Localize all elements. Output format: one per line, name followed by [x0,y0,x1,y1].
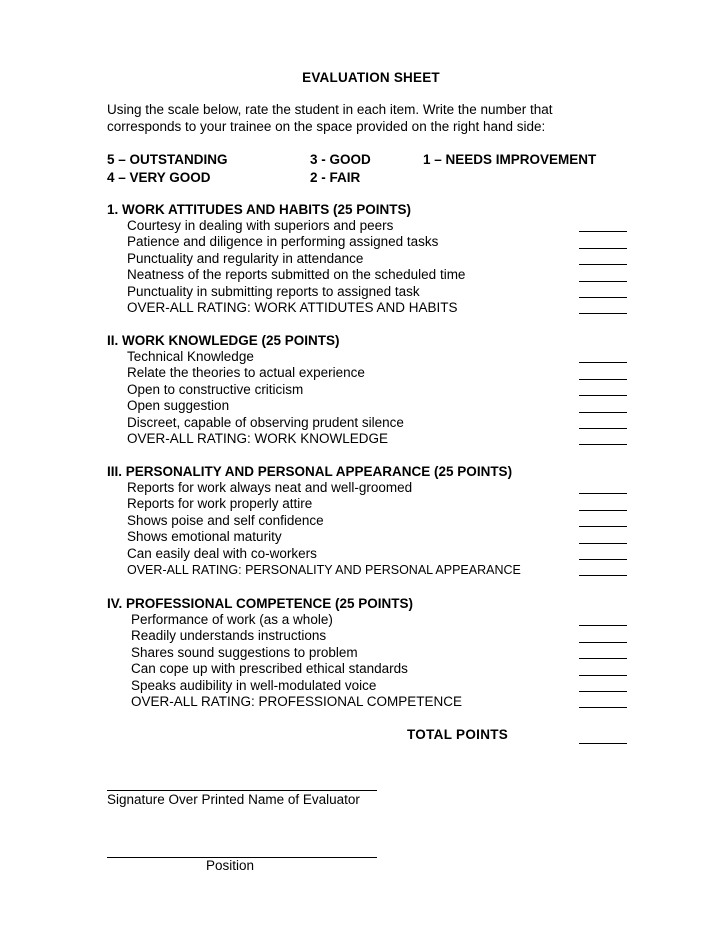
criterion-label: Discreet, capable of observing prudent silence [127,414,404,430]
criterion-label: Shows poise and self confidence [127,512,324,528]
overall-rating-label: OVER-ALL RATING: WORK KNOWLEDGE [127,430,389,446]
scale-3: 3 - GOOD [310,152,371,167]
criterion-row [107,612,627,628]
rating-blank[interactable] [579,706,627,708]
overall-rating-row [107,562,627,578]
criterion-row [107,398,627,414]
instructions-line-1: Using the scale below, rate the student in each item. Write the number that [107,102,553,117]
criterion-row [107,415,627,431]
criterion-row [107,349,627,365]
rating-blank[interactable] [579,674,627,676]
criterion-label: Open suggestion [127,398,230,414]
section-work-knowledge [107,332,627,447]
criterion-label: Can cope up with prescribed ethical standards [131,661,408,677]
rating-blank[interactable] [579,443,627,445]
criterion-row [107,661,627,677]
total-points-blank[interactable] [579,742,627,744]
rating-blank[interactable] [579,690,627,692]
rating-blank[interactable] [579,280,627,282]
overall-rating-row [107,300,627,316]
criterion-label: Patience and diligence in performing assigned tasks [127,234,439,250]
criterion-row [107,267,627,283]
section-heading: III. PERSONALITY AND PERSONAL APPEARANCE (25 POINTS) [107,464,513,479]
overall-rating-row [107,694,627,710]
criterion-label: Relate the theories to actual experience [127,365,365,381]
criterion-label: Technical Knowledge [127,349,254,364]
scale-4: 4 – VERY GOOD [107,169,211,185]
criterion-label: Speaks audibility in well-modulated voice [131,677,377,693]
criterion-label: Punctuality in submitting reports to assigned task [127,283,420,299]
rating-blank[interactable] [579,525,627,527]
criterion-row [107,365,627,381]
section-work-attitudes [107,201,627,316]
criterion-label: Readily understands instructions [131,628,327,644]
overall-rating-label: OVER-ALL RATING: WORK ATTIDUTES AND HABITS [127,299,458,315]
criterion-row [107,496,627,512]
criterion-label: Courtesy in dealing with superiors and peers [127,218,394,233]
criterion-row [107,513,627,529]
total-points-label: TOTAL POINTS [407,727,509,742]
section-professional-competence [107,595,627,710]
criterion-label: Can easily deal with co-workers [127,545,317,561]
rating-blank[interactable] [579,230,627,232]
criterion-row [107,382,627,398]
rating-blank[interactable] [579,542,627,544]
criterion-row [107,529,627,545]
rating-blank[interactable] [579,263,627,265]
criterion-row [107,628,627,644]
criterion-label: Neatness of the reports submitted on the scheduled time [127,267,466,283]
rating-blank[interactable] [579,296,627,298]
rating-blank[interactable] [579,247,627,249]
rating-blank[interactable] [579,312,627,314]
rating-blank[interactable] [579,558,627,560]
page-title: EVALUATION SHEET [302,70,440,85]
criterion-row [107,234,627,250]
overall-rating-label: OVER-ALL RATING: PERSONALITY AND PERSONAL APPEARANCE [127,562,521,577]
criterion-label: Reports for work properly attire [127,496,313,512]
section-personality [107,463,627,578]
criterion-row [107,218,627,234]
rating-blank[interactable] [579,411,627,413]
rating-blank[interactable] [579,509,627,511]
criterion-row [107,284,627,300]
instructions [107,101,627,135]
rating-blank[interactable] [579,657,627,659]
rating-blank[interactable] [579,427,627,429]
position-label: Position [206,858,255,873]
overall-rating-label: OVER-ALL RATING: PROFESSIONAL COMPETENCE [131,693,463,709]
rating-blank[interactable] [579,378,627,380]
scale-1: 1 – NEEDS IMPROVEMENT [423,152,597,167]
section-heading: IV. PROFESSIONAL COMPETENCE (25 POINTS) [107,596,414,611]
rating-blank[interactable] [579,574,627,576]
criterion-label: Reports for work always neat and well-groomed [127,480,413,495]
signature-line[interactable] [107,790,377,791]
criterion-label: Shares sound suggestions to problem [131,644,358,660]
rating-blank[interactable] [579,394,627,396]
scale-5: 5 – OUTSTANDING [107,152,228,167]
scale-2: 2 - FAIR [310,169,361,185]
criterion-label: Open to constructive criticism [127,381,304,397]
instructions-line-2: corresponds to your trainee on the space provided on the right hand side: [107,119,546,134]
total-points-row [107,727,627,744]
rating-blank[interactable] [579,641,627,643]
section-heading: II. WORK KNOWLEDGE (25 POINTS) [107,333,340,348]
rating-blank[interactable] [579,492,627,494]
rating-blank[interactable] [579,361,627,363]
criterion-row [107,678,627,694]
criterion-row [107,645,627,661]
rating-scale [107,151,627,186]
criterion-row [107,546,627,562]
criterion-label: Shows emotional maturity [127,529,282,545]
section-heading: 1. WORK ATTITUDES AND HABITS (25 POINTS) [107,202,412,217]
rating-blank[interactable] [579,624,627,626]
overall-rating-row [107,431,627,447]
criterion-row [107,251,627,267]
criterion-label: Punctuality and regularity in attendance [127,250,364,266]
criterion-row [107,480,627,496]
criterion-label: Performance of work (as a whole) [131,612,333,627]
signature-label: Signature Over Printed Name of Evaluator [107,792,360,807]
